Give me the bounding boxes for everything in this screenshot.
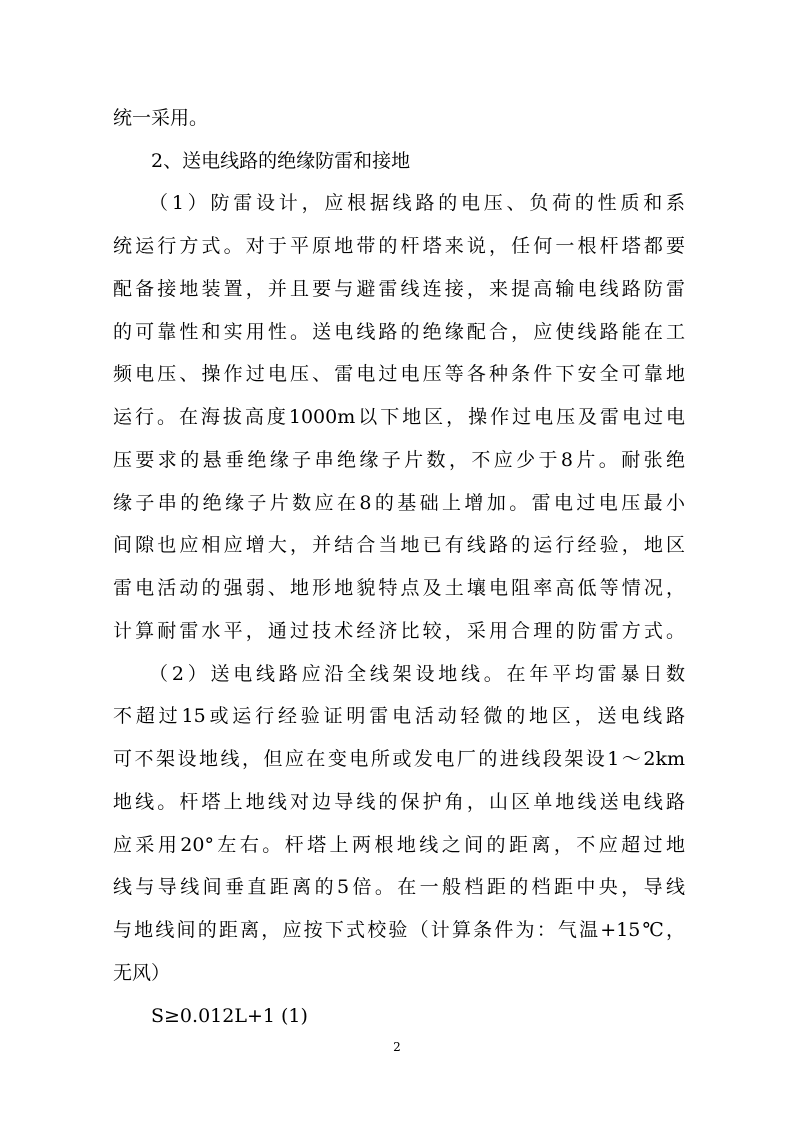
section-heading: 2、送电线路的绝缘防雷和接地 — [113, 150, 411, 172]
text-line-5: 配备接地装置，并且要与避雷线连接，来提高输电线路防雷 — [113, 278, 685, 300]
text-line-14: （2）送电线路应沿全线架设地线。在年平均雷暴日数 — [113, 663, 685, 685]
formula-line: S≥0.012L+1 (1) — [113, 1005, 308, 1027]
text-line-6: 的可靠性和实用性。送电线路的绝缘配合，应使线路能在工 — [113, 321, 685, 343]
text-line-17: 地线。杆塔上地线对边导线的保护角，山区单地线送电线路 — [113, 791, 685, 813]
text-line-13: 计算耐雷水平，通过技术经济比较，采用合理的防雷方式。 — [113, 620, 685, 642]
text-line-20: 与地线间的距离，应按下式校验（计算条件为：气温+15℃， — [113, 919, 685, 941]
text-line-9: 压要求的悬垂绝缘子串绝缘子片数，不应少于8片。耐张绝 — [113, 449, 685, 471]
text-line-7: 频电压、操作过电压、雷电过电压等各种条件下安全可靠地 — [113, 363, 685, 385]
text-line-18: 应采用20°左右。杆塔上两根地线之间的距离，不应超过地 — [113, 834, 685, 856]
text-line-19: 线与导线间垂直距离的5倍。在一般档距的档距中央，导线 — [113, 876, 685, 898]
text-line-8: 运行。在海拔高度1000m以下地区，操作过电压及雷电过电 — [113, 406, 685, 428]
text-line-16: 可不架设地线，但应在变电所或发电厂的进线段架设1～2km — [113, 748, 685, 770]
page-number: 2 — [393, 1040, 401, 1054]
text-line-10: 缘子串的绝缘子片数应在8的基础上增加。雷电过电压最小 — [113, 492, 685, 514]
text-line-12: 雷电活动的强弱、地形地貌特点及土壤电阻率高低等情况， — [113, 577, 685, 599]
text-line-3: （1）防雷设计，应根据线路的电压、负荷的性质和系 — [113, 192, 685, 214]
text-line-1: 统一采用。 — [113, 107, 209, 129]
text-line-21: 无风） — [113, 962, 171, 984]
text-line-15: 不超过15或运行经验证明雷电活动轻微的地区，送电线路 — [113, 705, 685, 727]
text-line-11: 间隙也应相应增大，并结合当地已有线路的运行经验，地区 — [113, 534, 685, 556]
text-line-4: 统运行方式。对于平原地带的杆塔来说，任何一根杆塔都要 — [113, 235, 685, 257]
